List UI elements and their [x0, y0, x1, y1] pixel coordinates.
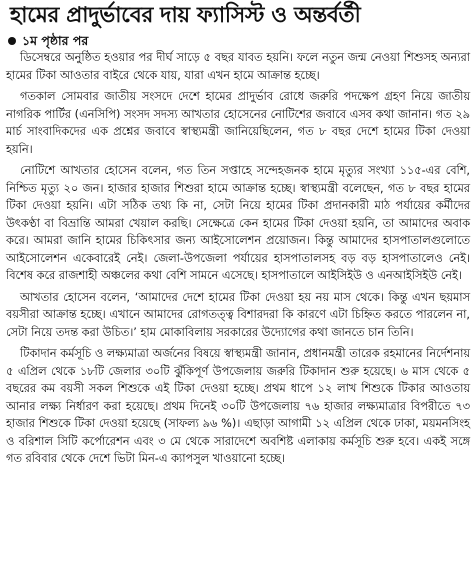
paragraph-3: নোটিশে আখতার হোসেন বলেন, গত তিন সপ্তাহে সন্দেহজনক হামে মৃত্যুর সংখ্যা ১১৫-এর বেশি, নিশ্চিত মৃত্যু ২০ জন। হাজার হাজার শিশুরা হামে আক্রান্ত হচ্ছে। স্বাস্থ্যমন্ত্রী বলেছেন, গত ৮ বছর হামের টিকা দেওয়া হয়নি। এটা সঠিক তথ্য কি না, সেটা নিয়ে হামের টিকা প্রদানকারী মাঠ পর্যায়ের কর্মীদের উৎকণ্ঠা বা বিভ্রান্তি আমরা খেয়াল করছি। সেক্ষেত্রে কেন হামের টিকা দেওয়া হয়নি, তা আমাদের অবাক করে। আমরা জানি হামের চিকিৎসার জন্য আইসোলেশন প্রয়োজন। কিন্তু আমাদের হাসপাতালগুলোতে আইসোলেশন একেবারেই নেই। জেলা-উপজেলা পর্যায়ের হাসপাতালসহ বড় বড় হাসপাতালেও নেই। বিশেষ করে রাজশাহী অঞ্চলের কথা বেশি সামনে এসেছে। হাসপাতালে আইসিইউ ও এনআইসিইউ নেই।: [6, 164, 470, 282]
paragraph-1: ডিসেম্বরে অনুষ্ঠিত হওয়ার পর দীর্ঘ সাড়ে ৫ বছর যাবত হয়নি। ফলে নতুন জন্ম নেওয়া শিশুসহ অন্যরা হামের টিকা আওতার বাইরে থেকে যায়, যারা এখন হামে আক্রান্ত হচ্ছে।: [6, 51, 470, 82]
headline: হামের প্রাদুর্ভাবের দায় ফ্যাসিস্ট ও অন্তর্বর্তী: [10, 3, 361, 28]
paragraph-2: গতকাল সোমবার জাতীয় সংসদে দেশে হামের প্রাদুর্ভাব রোধে জরুরি পদক্ষেপ গ্রহণ নিয়ে জাতীয় নাগরিক পার্টির (এনসিপি) সংসদ সদস্য আখতার হোসেনের নোটিশের জবাবে এসব কথা জানান। গত ২৯ মার্চ সাংবাদিকদের এক প্রশ্নের জবাবে স্বাস্থ্যমন্ত্রী জানিয়েছিলেন, গত ৮ বছর দেশে হামের টিকা দেওয়া হয়নি।: [6, 90, 470, 156]
paragraph-5: টিকাদান কর্মসূচি ও লক্ষ্যমাত্রা অর্জনের বিষয়ে স্বাস্থ্যমন্ত্রী জানান, প্রধানমন্ত্রী তারেক রহমানের নির্দেশনায় ৫ এপ্রিল থেকে ১৮টি জেলার ৩০টি ঝুঁকিপূর্ণ উপজেলায় জরুরি টিকাদান শুরু হয়েছে। ৬ মাস থেকে ৫ বছরের কম বয়সী সকল শিশুকে এই টিকা দেওয়া হচ্ছে। প্রথম ধাপে ১২ লাখ শিশুকে টিকার আওতায় আনার লক্ষ্য নির্ধারণ করা হয়েছে। প্রথম দিনেই ৩০টি উপজেলায় ৭৬ হাজার লক্ষ্যমাত্রার বিপরীতে ৭৩ হাজার শিশুকে টিকা দেওয়া হয়েছে (সাফল্য ৯৬ %)। এছাড়া আগামী ১২ এপ্রিল থেকে ঢাকা, ময়মনসিংহ ও বরিশাল সিটি কর্পোরেশন এবং ৩ মে থেকে সারাদেশে অবশিষ্ট এলাকায় কর্মসূচি শুরু হবে। একই সঙ্গে গত রবিবার থেকে দেশে ভিটা মিন-এ ক্যাপসুল খাওয়ানো হচ্ছে।: [6, 347, 471, 465]
continuation-line: [8, 33, 470, 49]
continuation-text: ১ম পৃষ্ঠার পর: [22, 33, 89, 48]
bullet-icon: [8, 37, 16, 45]
paragraph-4: আখতার হোসেন বলেন, ‘আমাদের দেশে হামের টিকা দেওয়া হয় নয় মাস থেকে। কিন্তু এখন ছয়মাস বয়সীরা আক্রান্ত হচ্ছে। এখানে আমাদের রোগতত্ত্ব বিশারদরা কি কারণে এটা চিহ্নিত করতে পারলেন না, সেটা নিয়ে তদন্ত করা উচিত।’ হাম মোকাবিলায় সরকারের উদ্যোগের কথা জানতে চান তিনি।: [6, 290, 470, 339]
